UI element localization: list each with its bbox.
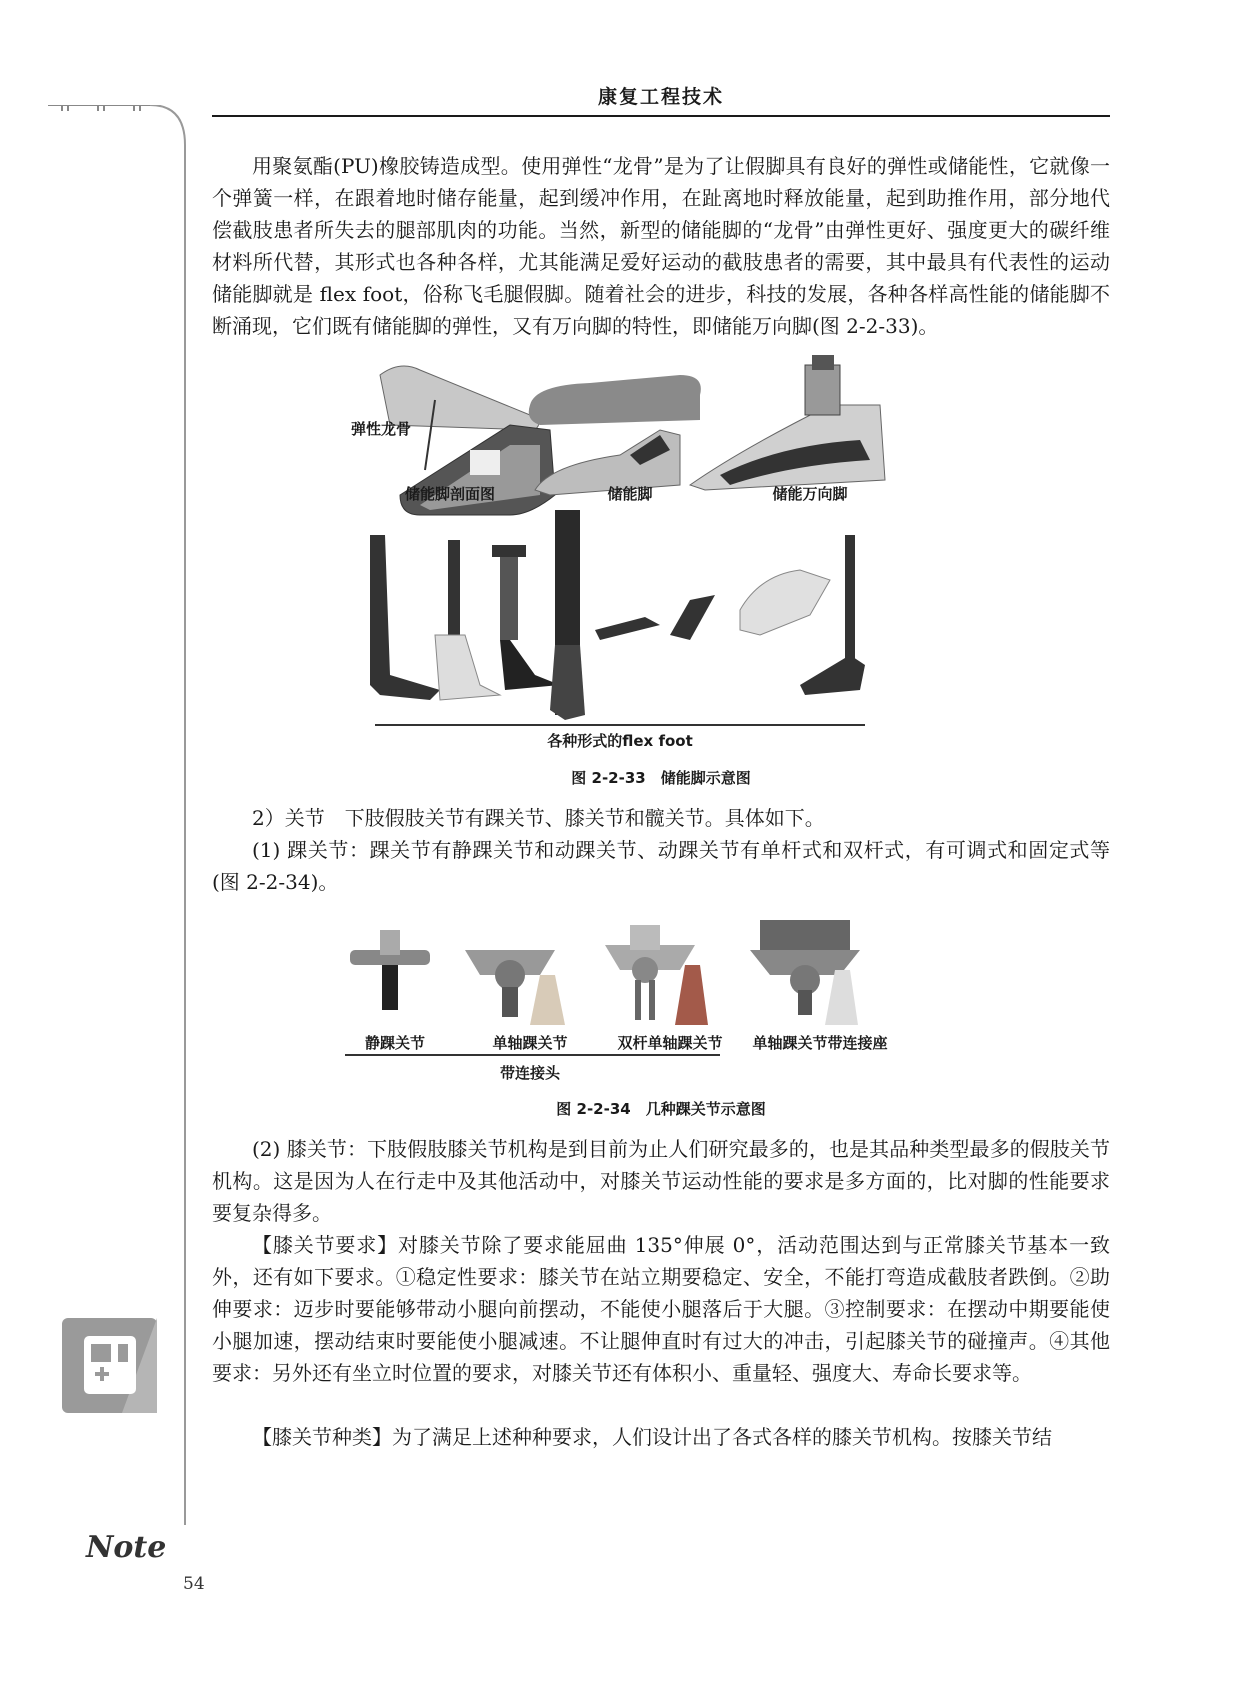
label-single-axis-ankle: 单轴踝关节 [492, 1034, 568, 1052]
single-axis-ankle-image [465, 950, 565, 1025]
paragraph-ankle-joint: (1) 踝关节：踝关节有静踝关节和动踝关节、动踝关节有单杆式和双杆式，有可调式和固定式等(图 2-2-34)。 [212, 838, 1110, 894]
page-number: 54 [183, 1574, 205, 1594]
paragraph-knee-joint: (2) 膝关节：下肢假肢膝关节机构是到目前为止人们研究最多的，也是其品种类型最多的假肢关节机构。这是因为人在行走中及其他活动中，对膝关节运动性能的要求是多方面的，比对脚的性能要求要复杂得多。 [212, 1137, 1110, 1225]
label-double-rod-ankle: 双杆单轴踝关节 [617, 1034, 723, 1052]
margin-decoration [0, 105, 200, 1525]
paragraph-storage-foot: 用聚氨酯(PU)橡胶铸造成型。使用弹性“龙骨”是为了让假脚具有良好的弹性或储能性，它就像一个弹簧一样，在跟着地时储存能量，起到缓冲作用，在趾离地时释放能量，起到助推作用，部分地代偿截肢患者所失去的腿部肌肉的功能。当然，新型的储能脚的“龙骨”由弹性更好、强度更大的碳纤维材料所代替，其形式也各种各样，尤其能满足爱好运动的截肢患者的需要，其中最具有代表性的运动储能脚就是 flex foot，俗称飞毛腿假脚。随着社会的进步，科技的发展，各种各样高性能的储能脚不断涌现，它们既有储能脚的弹性，又有万向脚的特性，即储能万向脚(图 2-2-33)。 [212, 154, 1110, 338]
flex-foot-variants-image [370, 510, 865, 720]
paragraph-knee-types: 【膝关节种类】为了满足上述种种要求，人们设计出了各式各样的膝关节机构。按膝关节结 [252, 1425, 1052, 1449]
static-ankle-image [350, 930, 430, 1010]
label-storage-foot: 储能脚 [607, 485, 653, 503]
paragraph-knee-requirements: 【膝关节要求】对膝关节除了要求能屈曲 135°伸展 0°，活动范围达到与正常膝关节基本一致外，还有如下要求。①稳定性要求：膝关节在站立期要稳定、安全，不能打弯造成截肢者跌倒。②助伸要求：迈步时要能够带动小腿向前摆动，不能使小腿落后于大腿。③控制要求：在摆动中期要能使小腿加速，摆动结束时要能使小腿减速。不让腿伸直时有过大的冲击，引起膝关节的碰撞声。④其他要求：另外还有坐立时位置的要求，对膝关节还有体积小、重量轻、强度大、寿命长要求等。 [212, 1233, 1110, 1385]
double-rod-ankle-image [605, 925, 708, 1025]
paragraph-joints: 2）关节 下肢假肢关节有踝关节、膝关节和髋关节。具体如下。 [252, 806, 825, 830]
running-header: 康复工程技术 [597, 86, 724, 108]
label-storage-foot-section: 储能脚剖面图 [404, 485, 495, 503]
label-with-connector: 带连接头 [499, 1064, 560, 1082]
note-icon [62, 1318, 157, 1413]
label-static-ankle: 静踝关节 [364, 1034, 425, 1052]
label-flex-foot: 各种形式的flex foot [547, 732, 693, 750]
single-axis-ankle-with-seat-image [750, 920, 860, 1025]
note-label: Note [86, 1530, 167, 1565]
label-ankle-with-seat: 单轴踝关节带连接座 [752, 1034, 888, 1052]
label-elastic-keel: 弹性龙骨 [351, 420, 412, 438]
figure-ankle-joints [340, 915, 900, 1085]
universal-storage-foot-image [690, 355, 885, 490]
storage-foot-image [529, 375, 701, 495]
header-rule [212, 115, 1110, 117]
figure-energy-storage-feet [360, 355, 940, 755]
figure-34-caption: 图 2-2-34 几种踝关节示意图 [556, 1100, 766, 1118]
label-universal-storage-foot: 储能万向脚 [772, 485, 848, 503]
figure-33-caption: 图 2-2-33 储能脚示意图 [571, 769, 751, 787]
